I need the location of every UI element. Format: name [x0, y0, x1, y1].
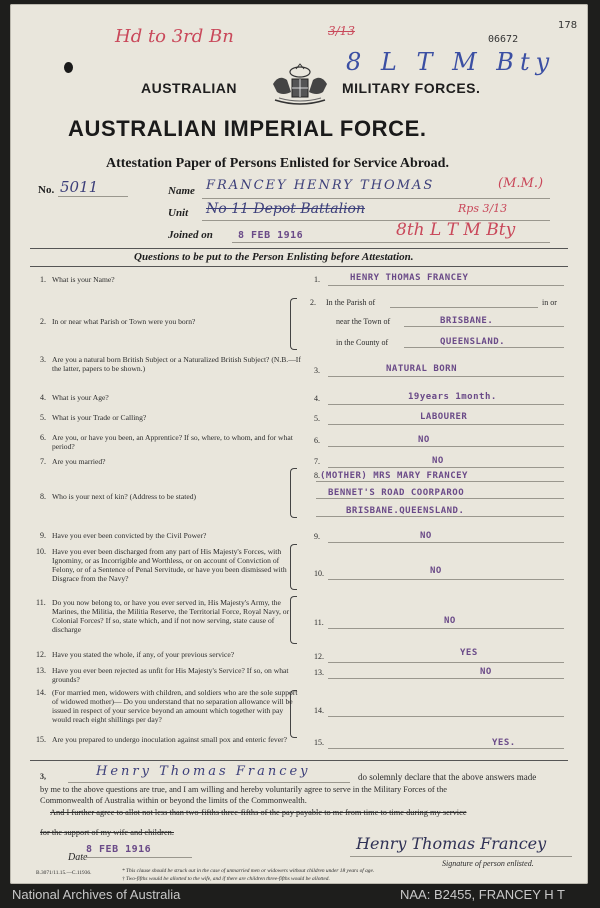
- answer-value: NATURAL BORN: [386, 364, 458, 374]
- question-text: Are you a natural born British Subject or a Naturalized British Subject? (N.B.—If the latter, papers to be shown.): [52, 355, 301, 373]
- question-text: Who is your next of kin? (Address to be stated): [52, 492, 197, 501]
- name-value: FRANCEY HENRY THOMAS: [206, 178, 435, 193]
- answer-value: NO: [432, 456, 444, 466]
- question-text: What is your Trade or Calling?: [52, 413, 147, 422]
- decl-text-2: by me to the above questions are true, and I am willing and hereby voluntarily agree to serve in the Military Forces of the: [40, 785, 447, 794]
- question-text: Have you ever been convicted by the Civil Power?: [52, 531, 207, 540]
- unit-value: No 11 Depot Battalion: [206, 201, 366, 217]
- footer-right: NAA: B2455, FRANCEY H T: [400, 887, 565, 902]
- question-number: 3.: [40, 355, 46, 364]
- answer-number: 3.: [314, 366, 320, 375]
- decl-text-3: Commonwealth of Australia within or beyond the limits of the Commonwealth.: [40, 796, 307, 805]
- no-value: 5011: [60, 178, 99, 196]
- punch-hole: [64, 62, 73, 73]
- question-number: 13.: [36, 666, 46, 675]
- answer-value: NO: [430, 566, 442, 576]
- question-number: 12.: [36, 650, 46, 659]
- decl-text-1: do solemnly declare that the above answers made: [358, 772, 537, 782]
- county-value: QUEENSLAND.: [440, 337, 506, 347]
- answer-number: 7.: [314, 457, 320, 466]
- question-text: Are you prepared to undergo inoculation against small pox and enteric fever?: [52, 735, 287, 744]
- date-label: Date: [68, 852, 88, 863]
- answer-number: 4.: [314, 394, 320, 403]
- decl-signer: Henry Thomas Francey: [96, 764, 311, 779]
- county-label: in the County of: [336, 338, 389, 347]
- question-text: What is your Age?: [52, 393, 109, 402]
- answer-number: 14.: [314, 706, 324, 715]
- answer-value: HENRY THOMAS FRANCEY: [350, 273, 469, 283]
- question-number: 8.: [40, 492, 46, 501]
- question-number: 2.: [40, 317, 46, 326]
- answer-value: NO: [420, 531, 432, 541]
- question-number: 6.: [40, 433, 46, 442]
- decl-text-5: for the support of my wife and children.: [40, 828, 174, 837]
- name-note: (M.M.): [498, 176, 544, 191]
- answer-number: 10.: [314, 569, 324, 578]
- signature-label: Signature of person enlisted.: [442, 859, 534, 868]
- answer-value: NO: [444, 616, 456, 626]
- decl-text-4: And I further agree to allot not less than two-fifths three-fifths of the pay payable to me from time to time during my service: [50, 808, 467, 817]
- answer-number: 13.: [314, 668, 324, 677]
- answer-number: 5.: [314, 414, 320, 423]
- question-text: Have you ever been discharged from any part of His Majesty's Forces, with Ignominy, or as Incorrigible and Worthless, or on account of Conviction of Felony, or of a Sentence of Penal Servitude, or have you been dismissed with Disgrace from the Navy?: [52, 547, 287, 583]
- printer-code: B.3071/11.15.—C.11936.: [36, 870, 92, 876]
- answer-number: 12.: [314, 652, 324, 661]
- question-text: Are you married?: [52, 457, 106, 466]
- joined-label: Joined on: [168, 229, 213, 241]
- question-number: 10.: [36, 547, 46, 556]
- header-right: MILITARY FORCES.: [342, 80, 481, 96]
- header-left: AUSTRALIAN: [141, 80, 237, 96]
- question-text: Do you now belong to, or have you ever served in, His Majesty's Army, the Marines, the Militia, the Militia Reserve, the Territorial Force, Royal Navy, or Colonial Forces? If so, state which, and if not now serving, state cause of discharge: [52, 598, 290, 634]
- answer-number: 9.: [314, 532, 320, 541]
- answer-value: LABOURER: [420, 412, 468, 422]
- answer-value: YES.: [492, 738, 516, 748]
- kin-line-3: BRISBANE.QUEENSLAND.: [346, 506, 465, 516]
- joined-value: 8 FEB 1916: [238, 230, 304, 241]
- answer-number: 11.: [314, 618, 324, 627]
- decl-num: 3,: [40, 772, 46, 781]
- signature: Henry Thomas Francey: [356, 834, 547, 853]
- birth-num: 2.: [310, 298, 316, 307]
- answer-value: NO: [418, 435, 430, 445]
- question-text: What is your Name?: [52, 275, 115, 284]
- question-number: 11.: [36, 598, 46, 607]
- question-number: 14.: [36, 688, 46, 697]
- form-subtitle: Attestation Paper of Persons Enlisted for Service Abroad.: [106, 156, 449, 171]
- form-title: AUSTRALIAN IMPERIAL FORCE.: [68, 116, 427, 141]
- question-number: 5.: [40, 413, 46, 422]
- question-text: (For married men, widowers with children, and soldiers who are the sole support of widowed mother)— Do you understand that no separation allowance will be issued in respect of your service beyond an amount which together with pay would reach eight shillings per day?: [52, 688, 298, 724]
- question-number: 4.: [40, 393, 46, 402]
- footnote-1: * This clause should be struck out in the case of unmarried men or widowers without children under 18 years of age.: [122, 868, 375, 874]
- parish-or: in or: [542, 298, 557, 307]
- kin-line-2: BENNET'S ROAD COORPAROO: [328, 488, 465, 498]
- name-label: Name: [168, 185, 195, 197]
- question-number: 9.: [40, 531, 46, 540]
- no-label: No.: [38, 184, 55, 196]
- answer-number: 15.: [314, 738, 324, 747]
- town-value: BRISBANE.: [440, 316, 494, 326]
- attestation-paper: [10, 4, 588, 884]
- annotation-top-right: 8 L T M Bty: [346, 48, 556, 76]
- annotation-top-left: Hd to 3rd Bn: [115, 26, 234, 47]
- answer-number: 8.: [314, 471, 320, 480]
- question-number: 15.: [36, 735, 46, 744]
- answer-number: 1.: [314, 275, 320, 284]
- coat-of-arms: [265, 62, 335, 112]
- unit-label: Unit: [168, 207, 189, 219]
- answer-value: 19years 1month.: [408, 392, 497, 402]
- date-value: 8 FEB 1916: [86, 844, 152, 855]
- footer-left: National Archives of Australia: [12, 887, 181, 902]
- annotation-top-mid: 3/13: [328, 24, 355, 38]
- answer-number: 6.: [314, 436, 320, 445]
- question-text: Are you, or have you been, an Apprentice? If so, where, to whom, and for what period?: [52, 433, 293, 451]
- stamp-number: 06672: [488, 34, 519, 45]
- question-number: 7.: [40, 457, 46, 466]
- joined-note: 8th L T M Bty: [396, 220, 516, 240]
- town-label: near the Town of: [336, 317, 391, 326]
- footnote-2: † Two-fifths would be allotted to the wife, and if there are children three-fifths would be allotted.: [122, 876, 330, 882]
- question-text: In or near what Parish or Town were you born?: [52, 317, 196, 326]
- answer-value: NO: [480, 667, 492, 677]
- question-number: 1.: [40, 275, 46, 284]
- unit-note: Rps 3/13: [458, 202, 508, 215]
- question-text: Have you ever been rejected as unfit for His Majesty's Service? If so, on what grounds?: [52, 666, 289, 684]
- answer-value: YES: [460, 648, 478, 658]
- parish-label: In the Parish of: [326, 298, 376, 307]
- question-text: Have you stated the whole, if any, of your previous service?: [52, 650, 235, 659]
- corner-number: 178: [558, 20, 578, 31]
- questions-heading: Questions to be put to the Person Enlisting before Attestation.: [134, 251, 414, 263]
- kin-line-1: (MOTHER) MRS MARY FRANCEY: [320, 471, 468, 481]
